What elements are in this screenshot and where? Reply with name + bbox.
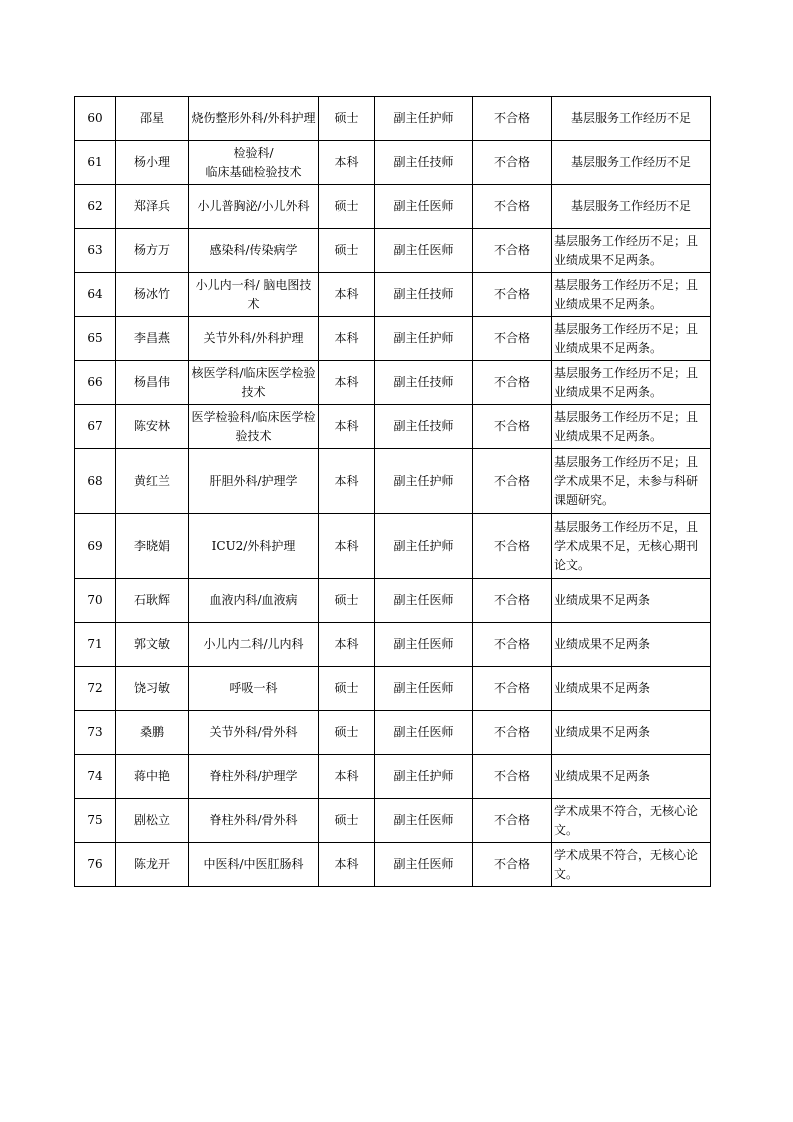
name-cell: 蒋中艳 [116, 755, 189, 799]
table-row [75, 799, 711, 843]
reason-cell: 业绩成果不足两条 [552, 623, 711, 667]
department-cell: 肝胆外科/护理学 [189, 449, 319, 514]
result-cell: 不合格 [473, 97, 552, 141]
result-cell: 不合格 [473, 623, 552, 667]
name-cell: 杨冰竹 [116, 273, 189, 317]
name-cell: 桑鹏 [116, 711, 189, 755]
education-cell: 硕士 [319, 711, 375, 755]
table-body [75, 97, 711, 887]
table-row [75, 229, 711, 273]
title-cell: 副主任护师 [375, 97, 473, 141]
title-cell: 副主任医师 [375, 229, 473, 273]
department-cell: 血液内科/血液病 [189, 579, 319, 623]
name-cell: 陈龙开 [116, 843, 189, 887]
department-cell: 呼吸一科 [189, 667, 319, 711]
row-number-cell: 76 [75, 843, 116, 887]
name-cell: 饶习敏 [116, 667, 189, 711]
reason-cell: 基层服务工作经历不足；且业绩成果不足两条。 [552, 317, 711, 361]
table-row [75, 843, 711, 887]
reason-cell: 基层服务工作经历不足 [552, 141, 711, 185]
reason-cell: 业绩成果不足两条 [552, 579, 711, 623]
row-number-cell: 60 [75, 97, 116, 141]
title-cell: 副主任技师 [375, 361, 473, 405]
name-cell: 李晓娟 [116, 514, 189, 579]
department-cell: 医学检验科/临床医学检验技术 [189, 405, 319, 449]
reason-cell: 基层服务工作经历不足；且业绩成果不足两条。 [552, 361, 711, 405]
department-cell: 感染科/传染病学 [189, 229, 319, 273]
department-cell: 中医科/中医肛肠科 [189, 843, 319, 887]
reason-cell: 基层服务工作经历不足，且学术成果不足，无核心期刊论文。 [552, 514, 711, 579]
department-cell: 核医学科/临床医学检验技术 [189, 361, 319, 405]
title-cell: 副主任技师 [375, 141, 473, 185]
result-cell: 不合格 [473, 405, 552, 449]
department-cell: 烧伤整形外科/外科护理 [189, 97, 319, 141]
result-cell: 不合格 [473, 185, 552, 229]
education-cell: 本科 [319, 405, 375, 449]
row-number-cell: 74 [75, 755, 116, 799]
row-number-cell: 67 [75, 405, 116, 449]
table-row [75, 514, 711, 579]
department-cell: 关节外科/外科护理 [189, 317, 319, 361]
result-cell: 不合格 [473, 843, 552, 887]
reason-cell: 基层服务工作经历不足 [552, 97, 711, 141]
table-row [75, 317, 711, 361]
education-cell: 本科 [319, 514, 375, 579]
result-cell: 不合格 [473, 514, 552, 579]
education-cell: 本科 [319, 449, 375, 514]
department-cell: 检验科/ 临床基础检验技术 [189, 141, 319, 185]
row-number-cell: 72 [75, 667, 116, 711]
row-number-cell: 71 [75, 623, 116, 667]
reason-cell: 基层服务工作经历不足；且业绩成果不足两条。 [552, 273, 711, 317]
title-cell: 副主任护师 [375, 514, 473, 579]
table-row [75, 449, 711, 514]
name-cell: 陈安林 [116, 405, 189, 449]
education-cell: 本科 [319, 623, 375, 667]
name-cell: 杨方万 [116, 229, 189, 273]
result-cell: 不合格 [473, 141, 552, 185]
education-cell: 本科 [319, 317, 375, 361]
reason-cell: 基层服务工作经历不足；且学术成果不足，未参与科研课题研究。 [552, 449, 711, 514]
name-cell: 石耿辉 [116, 579, 189, 623]
row-number-cell: 62 [75, 185, 116, 229]
education-cell: 本科 [319, 843, 375, 887]
name-cell: 杨小理 [116, 141, 189, 185]
title-cell: 副主任护师 [375, 755, 473, 799]
table-row [75, 97, 711, 141]
name-cell: 杨昌伟 [116, 361, 189, 405]
department-cell: 小儿内一科/ 脑电图技术 [189, 273, 319, 317]
result-cell: 不合格 [473, 229, 552, 273]
row-number-cell: 69 [75, 514, 116, 579]
table-row [75, 755, 711, 799]
name-cell: 郑泽兵 [116, 185, 189, 229]
department-cell: 小儿普胸泌/小儿外科 [189, 185, 319, 229]
result-cell: 不合格 [473, 361, 552, 405]
name-cell: 邵星 [116, 97, 189, 141]
row-number-cell: 64 [75, 273, 116, 317]
table-row [75, 361, 711, 405]
education-cell: 本科 [319, 755, 375, 799]
department-cell: 脊柱外科/护理学 [189, 755, 319, 799]
result-cell: 不合格 [473, 317, 552, 361]
department-cell: 脊柱外科/骨外科 [189, 799, 319, 843]
reason-cell: 基层服务工作经历不足；且业绩成果不足两条。 [552, 405, 711, 449]
department-cell: 关节外科/骨外科 [189, 711, 319, 755]
table-row [75, 185, 711, 229]
title-cell: 副主任医师 [375, 185, 473, 229]
result-cell: 不合格 [473, 755, 552, 799]
reason-cell: 业绩成果不足两条 [552, 667, 711, 711]
title-cell: 副主任医师 [375, 623, 473, 667]
table-row [75, 667, 711, 711]
reason-cell: 基层服务工作经历不足 [552, 185, 711, 229]
title-cell: 副主任医师 [375, 579, 473, 623]
education-cell: 硕士 [319, 97, 375, 141]
table-row [75, 579, 711, 623]
education-cell: 本科 [319, 141, 375, 185]
reason-cell: 学术成果不符合，无核心论文。 [552, 799, 711, 843]
title-cell: 副主任技师 [375, 273, 473, 317]
result-cell: 不合格 [473, 667, 552, 711]
table-row [75, 141, 711, 185]
education-cell: 硕士 [319, 579, 375, 623]
name-cell: 黄红兰 [116, 449, 189, 514]
row-number-cell: 61 [75, 141, 116, 185]
title-cell: 副主任医师 [375, 843, 473, 887]
result-cell: 不合格 [473, 711, 552, 755]
education-cell: 硕士 [319, 799, 375, 843]
name-cell: 郭文敏 [116, 623, 189, 667]
row-number-cell: 70 [75, 579, 116, 623]
reason-cell: 学术成果不符合，无核心论文。 [552, 843, 711, 887]
reason-cell: 基层服务工作经历不足；且业绩成果不足两条。 [552, 229, 711, 273]
row-number-cell: 65 [75, 317, 116, 361]
reason-cell: 业绩成果不足两条 [552, 711, 711, 755]
result-cell: 不合格 [473, 449, 552, 514]
row-number-cell: 66 [75, 361, 116, 405]
title-cell: 副主任医师 [375, 799, 473, 843]
row-number-cell: 75 [75, 799, 116, 843]
table-row [75, 405, 711, 449]
row-number-cell: 63 [75, 229, 116, 273]
name-cell: 剧松立 [116, 799, 189, 843]
department-cell: ICU2/外科护理 [189, 514, 319, 579]
row-number-cell: 73 [75, 711, 116, 755]
name-cell: 李昌燕 [116, 317, 189, 361]
title-cell: 副主任医师 [375, 667, 473, 711]
row-number-cell: 68 [75, 449, 116, 514]
table-row [75, 711, 711, 755]
reason-cell: 业绩成果不足两条 [552, 755, 711, 799]
title-cell: 副主任医师 [375, 711, 473, 755]
title-cell: 副主任护师 [375, 449, 473, 514]
education-cell: 硕士 [319, 667, 375, 711]
title-cell: 副主任护师 [375, 317, 473, 361]
education-cell: 本科 [319, 361, 375, 405]
department-cell: 小儿内二科/儿内科 [189, 623, 319, 667]
result-cell: 不合格 [473, 579, 552, 623]
result-cell: 不合格 [473, 273, 552, 317]
table-row [75, 623, 711, 667]
review-result-table [74, 96, 711, 887]
table-row [75, 273, 711, 317]
education-cell: 本科 [319, 273, 375, 317]
education-cell: 硕士 [319, 185, 375, 229]
education-cell: 硕士 [319, 229, 375, 273]
title-cell: 副主任技师 [375, 405, 473, 449]
result-cell: 不合格 [473, 799, 552, 843]
